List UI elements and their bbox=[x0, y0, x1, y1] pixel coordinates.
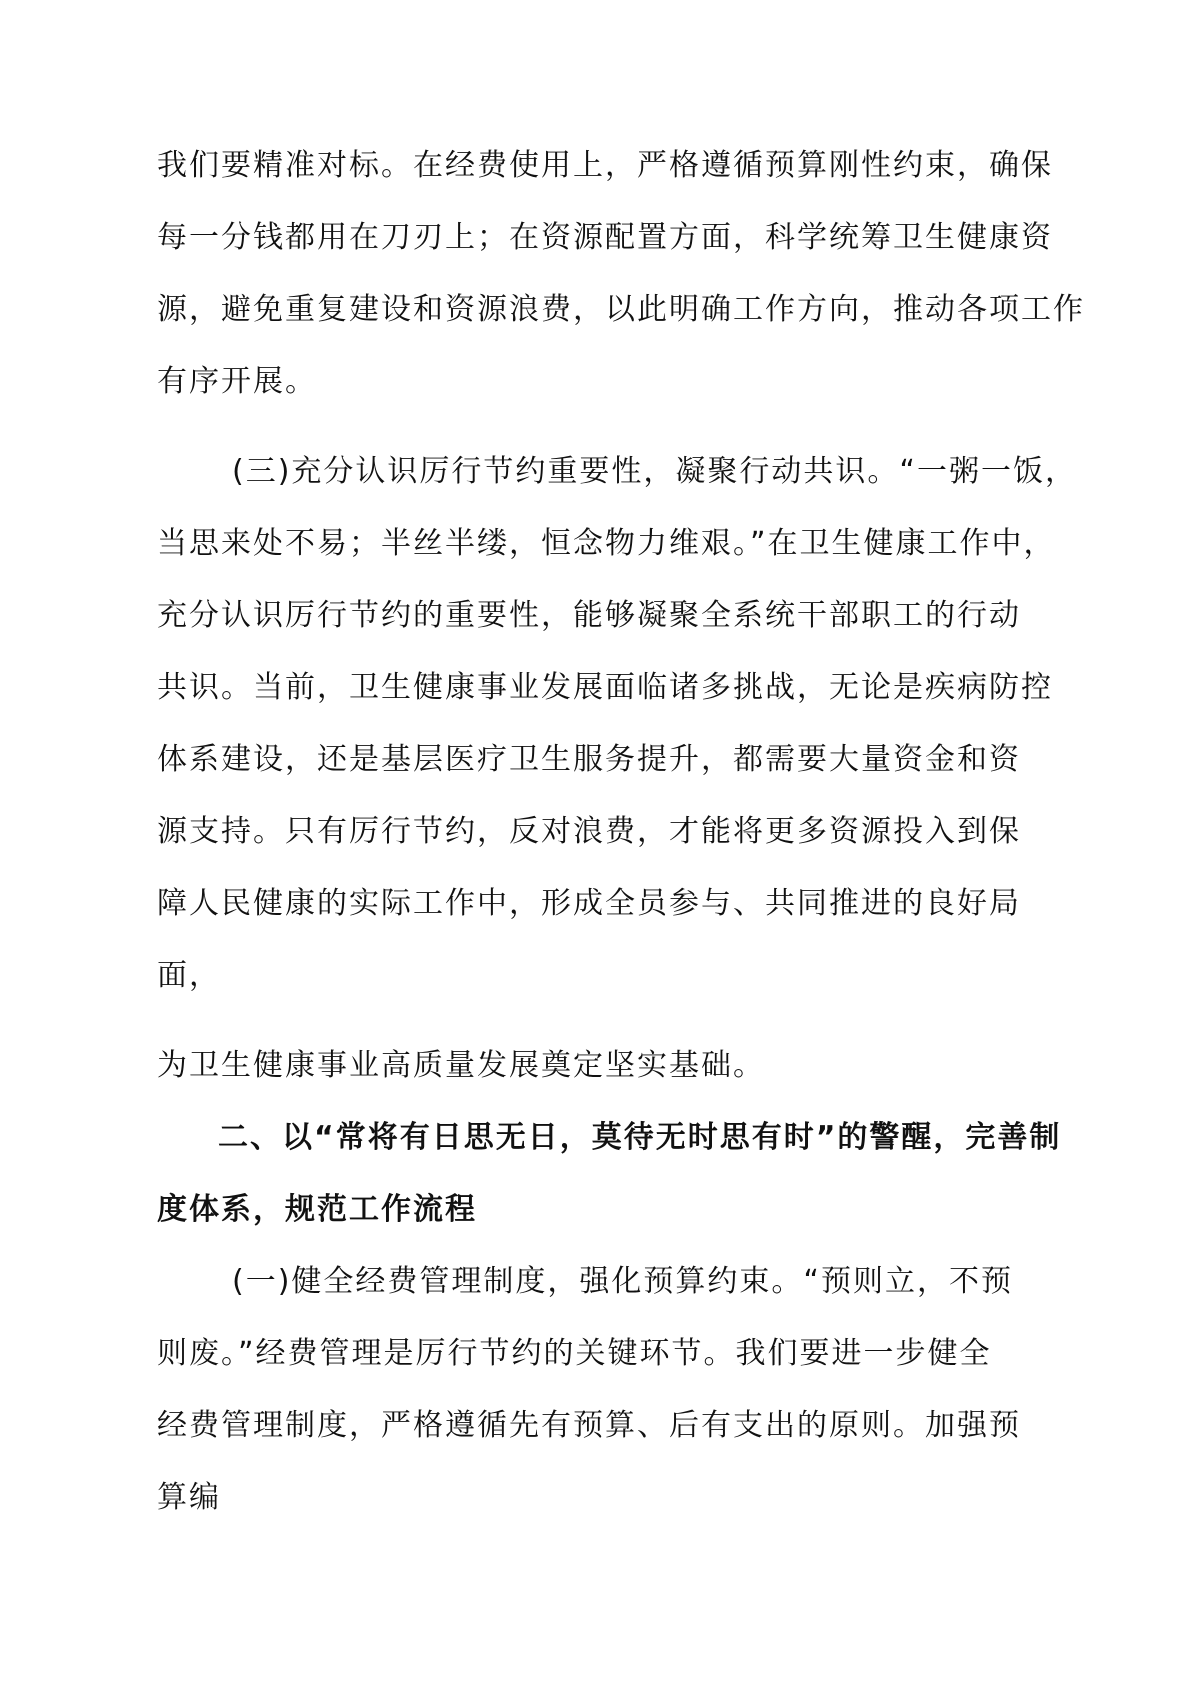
section-heading-2: 二、以“常将有日思无日，莫待无时思有时”的警醒，完善制 bbox=[218, 1120, 1062, 1155]
paragraph-line: 每一分钱都用在刀刃上；在资源配置方面，科学统筹卫生健康资 bbox=[157, 220, 1053, 255]
paragraph-line: 障人民健康的实际工作中，形成全员参与、共同推进的良好局 bbox=[157, 886, 1021, 921]
paragraph-line: 算编 bbox=[157, 1480, 221, 1515]
paragraph-line: 源支持。只有厉行节约，反对浪费，才能将更多资源投入到保 bbox=[157, 814, 1021, 849]
paragraph-line: 则废。”经费管理是厉行节约的关键环节。我们要进一步健全 bbox=[157, 1336, 992, 1371]
section-heading-3: (三)充分认识厉行节约重要性，凝聚行动共识。“一粥一饭， bbox=[232, 454, 1077, 489]
subsection-heading-1: (一)健全经费管理制度，强化预算约束。“预则立，不预 bbox=[232, 1264, 1013, 1299]
paragraph-line: 共识。当前，卫生健康事业发展面临诸多挑战，无论是疾病防控 bbox=[157, 670, 1053, 705]
section-heading-2-continued: 度体系，规范工作流程 bbox=[157, 1192, 477, 1227]
paragraph-line: 体系建设，还是基层医疗卫生服务提升，都需要大量资金和资 bbox=[157, 742, 1021, 777]
paragraph-line: 源，避免重复建设和资源浪费，以此明确工作方向，推动各项工作 bbox=[157, 292, 1085, 327]
paragraph-line: 经费管理制度，严格遵循先有预算、后有支出的原则。加强预 bbox=[157, 1408, 1021, 1443]
paragraph-line: 面， bbox=[157, 958, 221, 993]
paragraph-line: 我们要精准对标。在经费使用上，严格遵循预算刚性约束，确保 bbox=[157, 148, 1053, 183]
paragraph-line: 为卫生健康事业高质量发展奠定坚实基础。 bbox=[157, 1048, 765, 1083]
paragraph-line: 有序开展。 bbox=[157, 364, 317, 399]
paragraph-line: 当思来处不易；半丝半缕，恒念物力维艰。”在卫生健康工作中， bbox=[157, 526, 1056, 561]
paragraph-line: 充分认识厉行节约的重要性，能够凝聚全系统干部职工的行动 bbox=[157, 598, 1021, 633]
